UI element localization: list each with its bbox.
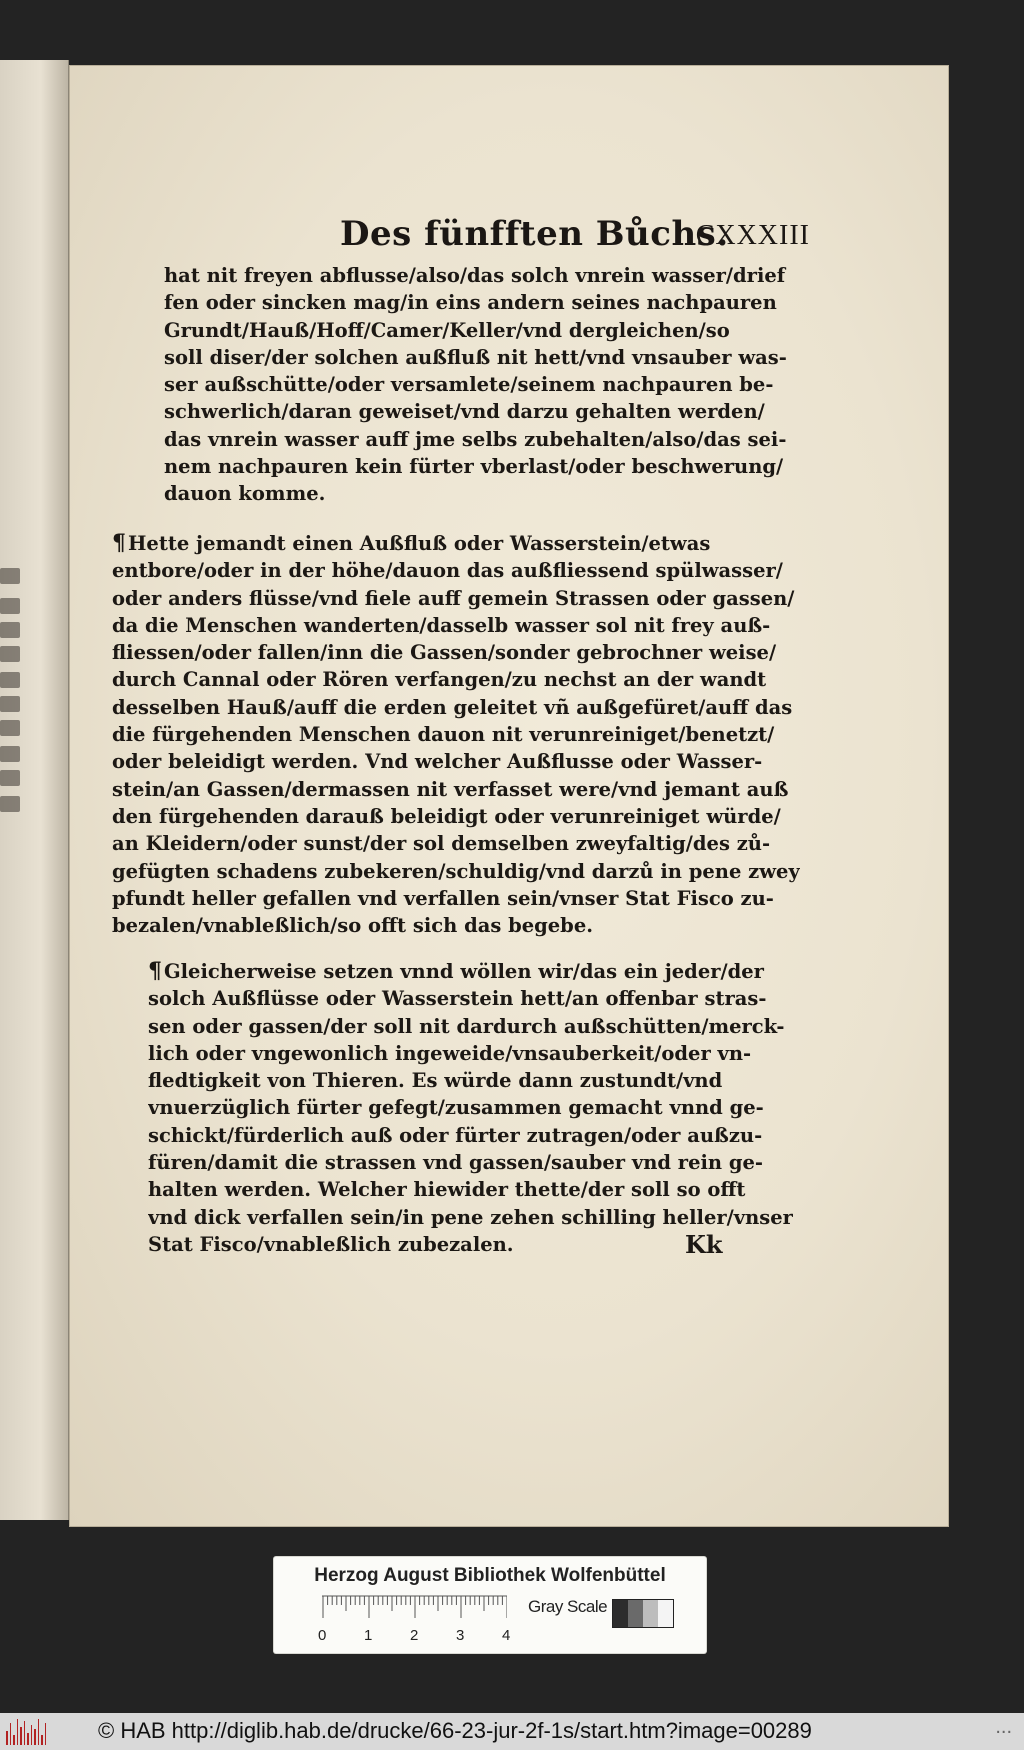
text-line <box>112 721 800 748</box>
text-line <box>164 398 787 425</box>
text-line-content: da die Menschen wanderten/dasselb wasser sol nit frey auß- <box>112 613 771 637</box>
text-line-content: desselben Hauß/auff die erden geleitet vñ außgefüret/auff das <box>112 695 793 719</box>
text-line <box>164 426 787 453</box>
ruler-number-4: 4 <box>502 1627 511 1644</box>
text-line <box>112 748 800 775</box>
text-line-content: dauon komme. <box>164 482 326 506</box>
text-line-content: sen oder gassen/der soll nit dardurch außschütten/merck- <box>148 1014 785 1038</box>
text-line-content: fledtigkeit von Thieren. Es würde dann zustundt/vnd <box>148 1069 723 1093</box>
text-line <box>112 612 800 639</box>
text-line <box>148 1176 793 1203</box>
gray-swatch <box>643 1600 658 1627</box>
gray-swatch <box>628 1600 643 1627</box>
margin-text-fragment <box>0 622 20 638</box>
margin-text-fragment <box>0 598 20 614</box>
margin-text-fragment <box>0 746 20 762</box>
logo-bar <box>34 1729 36 1745</box>
text-line <box>148 1149 793 1176</box>
text-line-content: solch Außflüsse oder Wasserstein hett/an offenbar stras- <box>148 987 767 1011</box>
text-line <box>148 1204 793 1231</box>
gray-scale-label: Gray Scale <box>528 1597 608 1616</box>
margin-text-fragment <box>0 672 20 688</box>
logo-bar <box>13 1735 15 1745</box>
ruler-number-0: 0 <box>318 1627 327 1644</box>
library-name: Herzog August Bibliothek Wolfenbüttel <box>314 1565 666 1586</box>
ruler-ticks <box>322 1595 507 1625</box>
text-line <box>112 666 800 693</box>
text-line <box>112 530 800 557</box>
text-line-content: hat nit freyen abflusse/also/das solch vnrein wasser/drief <box>164 264 786 287</box>
footer-bar <box>0 1713 1024 1750</box>
library-color-card <box>274 1557 706 1653</box>
text-line <box>148 1067 793 1094</box>
ruler-scale <box>322 1595 507 1619</box>
text-line-content: vnd dick verfallen sein/in pene zehen schilling heller/vnser <box>148 1205 793 1229</box>
text-line <box>148 1122 793 1149</box>
text-line <box>164 317 787 344</box>
logo-bar <box>41 1735 43 1745</box>
more-icon[interactable]: ... <box>995 1716 1012 1738</box>
text-line-content: bezalen/vnableßlich/so offt sich das begebe. <box>112 914 594 938</box>
text-line <box>164 344 787 371</box>
signature-mark: Kk <box>685 1230 723 1259</box>
text-line-content: soll diser/der solchen außfluß nit hett/vnd vnsauber was- <box>164 345 787 369</box>
gray-scale-swatches <box>612 1599 674 1628</box>
text-line-content: Hette jemandt einen Außfluß oder Wasserstein/etwas <box>128 532 711 555</box>
text-line <box>164 289 787 316</box>
logo-bar <box>17 1719 19 1745</box>
text-line <box>112 912 800 939</box>
text-line-content: halten werden. Welcher hiewider thette/der soll so offt <box>148 1178 746 1202</box>
text-line-content: an Kleidern/oder sunst/der sol demselben zweyfaltig/des zů- <box>112 832 771 856</box>
text-line <box>148 1094 793 1121</box>
text-line-content: gefügten schadens zubekeren/schuldig/vnd darzů in pene zwey <box>112 859 800 883</box>
text-line <box>148 985 793 1012</box>
text-line-content: die fürgehenden Menschen dauon nit verunreiniget/benetzt/ <box>112 723 775 747</box>
margin-text-fragment <box>0 568 20 584</box>
text-line-content: lich oder vngewonlich ingeweide/vnsauberkeit/oder vn- <box>148 1041 752 1065</box>
text-line <box>148 1013 793 1040</box>
text-line-content: oder anders flüsse/vnd fiele auff gemein Strassen oder gassen/ <box>112 586 795 610</box>
logo-bar <box>10 1723 12 1745</box>
margin-text-fragment <box>0 796 20 812</box>
text-line-content: pfundt heller gefallen vnd verfallen sein/vnser Stat Fisco zu- <box>112 886 774 910</box>
logo-bar <box>24 1721 26 1745</box>
book-page <box>70 66 948 1526</box>
text-line-content: stein/an Gassen/dermassen nit verfasset were/vnd jemant auß <box>112 777 789 801</box>
paragraph-3 <box>148 958 793 1258</box>
text-line <box>164 453 787 480</box>
ruler-number-3: 3 <box>456 1627 465 1644</box>
ruler-number-1: 1 <box>364 1627 373 1644</box>
text-line-content: Gleicherweise setzen vnnd wöllen wir/das ein jeder/der <box>164 960 764 983</box>
text-line <box>112 694 800 721</box>
hab-logo-icon <box>6 1719 46 1745</box>
text-line-content: schickt/fürderlich auß oder fürter zutragen/oder außzu- <box>148 1123 763 1147</box>
margin-text-fragment <box>0 720 20 736</box>
logo-bar <box>27 1733 29 1745</box>
gray-swatch <box>613 1600 628 1627</box>
text-line <box>112 803 800 830</box>
paragraph-mark: ¶ <box>112 530 126 556</box>
text-line-content: Stat Fisco/vnableßlich zubezalen. <box>148 1232 514 1256</box>
footer-url[interactable]: © HAB http://diglib.hab.de/drucke/66-23-jur-2f-1s/start.htm?image=00289 <box>98 1718 812 1743</box>
paragraph-1 <box>164 262 787 508</box>
running-head <box>270 214 810 264</box>
text-line-content: fliessen/oder fallen/inn die Gassen/sonder gebrochner weise/ <box>112 641 777 665</box>
text-line <box>112 885 800 912</box>
text-line-content: fen oder sincken mag/in eins andern seines nachpauren <box>164 291 777 315</box>
ruler-number-2: 2 <box>410 1627 419 1644</box>
text-line-content: füren/damit die strassen vnd gassen/sauber vnd rein ge- <box>148 1151 763 1175</box>
margin-text-fragment <box>0 646 20 662</box>
running-head-title: Des fünfften Bůchs. <box>340 214 729 254</box>
logo-bar <box>31 1725 33 1745</box>
text-line-content: den fürgehenden darauß beleidigt oder verunreiniget würde/ <box>112 804 781 828</box>
text-line-content: Grundt/Hauß/Hoff/Camer/Keller/vnd dergleichen/so <box>164 318 730 342</box>
logo-bar <box>45 1723 47 1745</box>
text-line <box>112 557 800 584</box>
text-line <box>112 776 800 803</box>
text-line <box>112 639 800 666</box>
text-line-content: entbore/oder in der höhe/dauon das außfliessend spülwasser/ <box>112 559 783 583</box>
text-line <box>164 262 787 289</box>
logo-bar <box>20 1727 22 1745</box>
text-line-content: ser außschütte/oder versamlete/seinem nachpauren be- <box>164 373 774 397</box>
gray-swatch <box>658 1600 673 1627</box>
paragraph-mark: ¶ <box>148 958 162 984</box>
text-line <box>112 858 800 885</box>
text-line-content: nem nachpauren kein fürter vberlast/oder beschwerung/ <box>164 455 784 479</box>
folio-number: CXXXIII <box>695 220 810 251</box>
logo-bar <box>6 1731 8 1745</box>
text-line <box>148 958 793 985</box>
margin-text-fragment <box>0 696 20 712</box>
text-line-content: schwerlich/daran geweiset/vnd darzu gehalten werden/ <box>164 400 765 424</box>
text-line <box>112 585 800 612</box>
text-line-content: oder beleidigt werden. Vnd welcher Außflusse oder Wasser- <box>112 750 763 774</box>
text-line <box>148 1040 793 1067</box>
text-line-content: das vnrein wasser auff jme selbs zubehalten/also/das sei- <box>164 427 787 451</box>
text-line-content: durch Cannal oder Rören verfangen/zu nechst an der wandt <box>112 668 767 692</box>
text-line <box>164 371 787 398</box>
logo-bar <box>38 1719 40 1745</box>
margin-text-fragment <box>0 770 20 786</box>
text-line <box>112 830 800 857</box>
paragraph-2 <box>112 530 800 939</box>
text-line <box>164 480 787 507</box>
left-page-fragment <box>0 60 69 1520</box>
text-line-content: vnuerzüglich fürter gefegt/zusammen gemacht vnnd ge- <box>148 1096 764 1120</box>
